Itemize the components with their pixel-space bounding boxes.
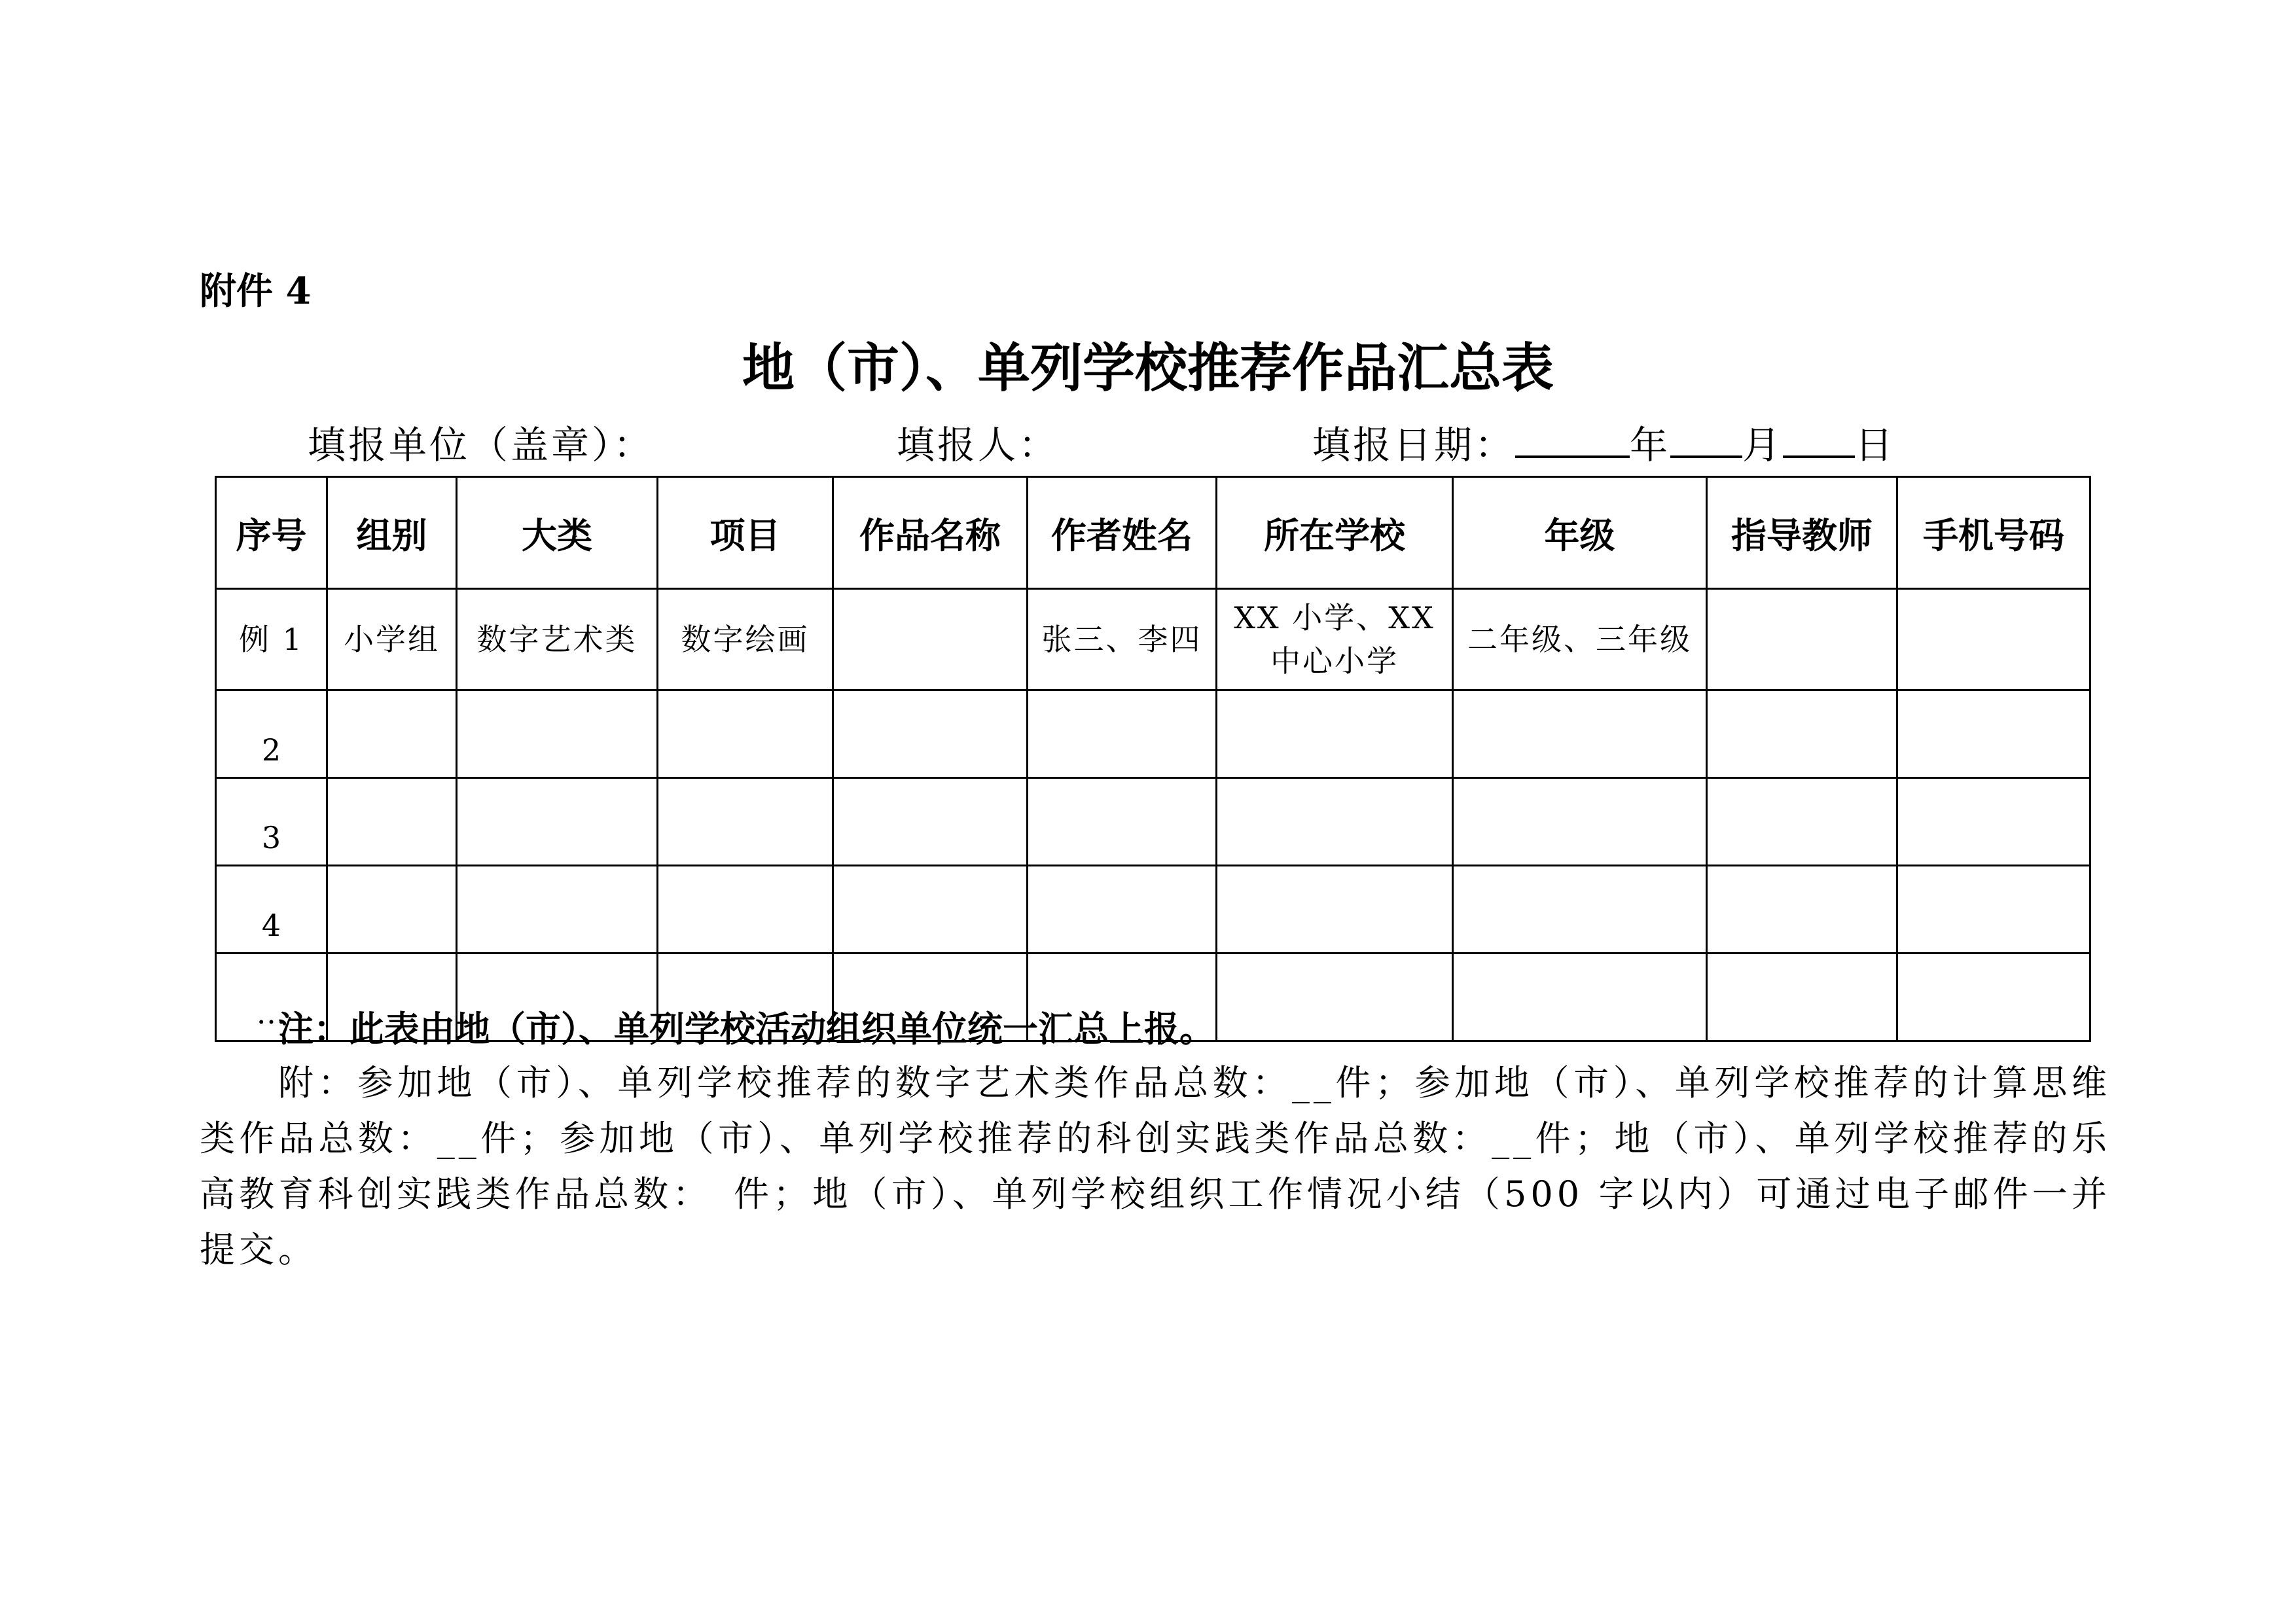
appendix-paragraph: 附：参加地（市）、单列学校推荐的数字艺术类作品总数：__件；参加地（市）、单列学校推荐的计算思维类作品总数：__件；参加地（市）、单列学校推荐的科创实践类作品总数：__件；地（市）、单列学校推荐的乐高教育科创实践类作品总数： 件；地（市）、单列学校组织工作情况小结（500 字以内）可通过电子邮件一并提交。 (200, 1062, 2111, 1270)
cell-authors[interactable] (1028, 778, 1217, 866)
cell-group[interactable] (327, 866, 457, 954)
cell-project[interactable] (658, 690, 833, 778)
day-blank[interactable] (1783, 419, 1855, 458)
table-row (216, 690, 2090, 778)
header-teacher: 指导教师 (1707, 477, 1897, 589)
cell-work-name[interactable] (833, 866, 1028, 954)
month-label: 月 (1742, 423, 1784, 467)
cell-work-name[interactable] (833, 589, 1028, 690)
cell-category: 数字艺术类 (457, 589, 658, 690)
header-author: 作者姓名 (1028, 477, 1217, 589)
table-row (216, 866, 2090, 954)
cell-work-name[interactable] (833, 690, 1028, 778)
cell-school[interactable] (1217, 954, 1453, 1041)
cell-grade[interactable] (1453, 866, 1707, 954)
month-blank[interactable] (1670, 419, 1742, 458)
header-phone: 手机号码 (1897, 477, 2090, 589)
cell-group[interactable] (327, 778, 457, 866)
header-project: 项目 (658, 477, 833, 589)
cell-phone[interactable] (1897, 690, 2090, 778)
cell-teacher[interactable] (1707, 589, 1897, 690)
cell-teacher[interactable] (1707, 954, 1897, 1041)
cell-school[interactable] (1217, 690, 1453, 778)
cell-phone[interactable] (1897, 866, 2090, 954)
cell-phone[interactable] (1897, 778, 2090, 866)
header-grade: 年级 (1453, 477, 1707, 589)
cell-phone[interactable] (1897, 589, 2090, 690)
cell-index: 4 (216, 866, 327, 954)
date-field (1312, 419, 1895, 471)
cell-project[interactable] (658, 866, 833, 954)
cell-authors[interactable] (1028, 690, 1217, 778)
cell-school[interactable] (1217, 866, 1453, 954)
cell-teacher[interactable] (1707, 778, 1897, 866)
date-label: 填报日期： (1312, 423, 1516, 467)
cell-category[interactable] (457, 866, 658, 954)
header-index: 序号 (216, 477, 327, 589)
cell-work-name[interactable] (833, 778, 1028, 866)
cell-school (1217, 589, 1453, 690)
cell-teacher[interactable] (1707, 690, 1897, 778)
cell-project: 数字绘画 (658, 589, 833, 690)
cell-authors: 张三、李四 (1028, 589, 1217, 690)
reporter-label: 填报人： (897, 423, 1060, 467)
table-row (216, 778, 2090, 866)
cell-grade[interactable] (1453, 690, 1707, 778)
header-category: 大类 (457, 477, 658, 589)
summary-table (215, 476, 2091, 1042)
cell-school[interactable] (1217, 778, 1453, 866)
cell-school-line2: 中心小学 (1270, 643, 1399, 679)
cell-category[interactable] (457, 778, 658, 866)
day-label: 日 (1855, 423, 1896, 467)
table-header-row (216, 477, 2090, 589)
cell-grade: 二年级、三年级 (1453, 589, 1707, 690)
year-blank[interactable] (1515, 419, 1630, 458)
cell-index: … (216, 954, 327, 1041)
cell-group[interactable] (327, 690, 457, 778)
cell-school-line1: XX 小学、XX (1234, 600, 1435, 635)
cell-grade[interactable] (1453, 778, 1707, 866)
header-group: 组别 (327, 477, 457, 589)
cell-group: 小学组 (327, 589, 457, 690)
cell-phone[interactable] (1897, 954, 2090, 1041)
cell-grade[interactable] (1453, 954, 1707, 1041)
header-work-name: 作品名称 (833, 477, 1028, 589)
unit-label: 填报单位（盖章）： (308, 423, 655, 467)
table-note: 注：此表由地（市）、单列学校活动组织单位统一汇总上报。 (278, 1008, 1215, 1050)
cell-index: 例 1 (216, 589, 327, 690)
cell-teacher[interactable] (1707, 866, 1897, 954)
year-label: 年 (1630, 423, 1671, 467)
header-school: 所在学校 (1217, 477, 1453, 589)
cell-category[interactable] (457, 690, 658, 778)
attachment-label: 附件 4 (200, 270, 312, 313)
cell-project[interactable] (658, 778, 833, 866)
cell-authors[interactable] (1028, 866, 1217, 954)
table-row-example (216, 589, 2090, 690)
cell-index: 3 (216, 778, 327, 866)
form-title: 地（市）、单列学校推荐作品汇总表 (742, 337, 1554, 399)
cell-index: 2 (216, 690, 327, 778)
